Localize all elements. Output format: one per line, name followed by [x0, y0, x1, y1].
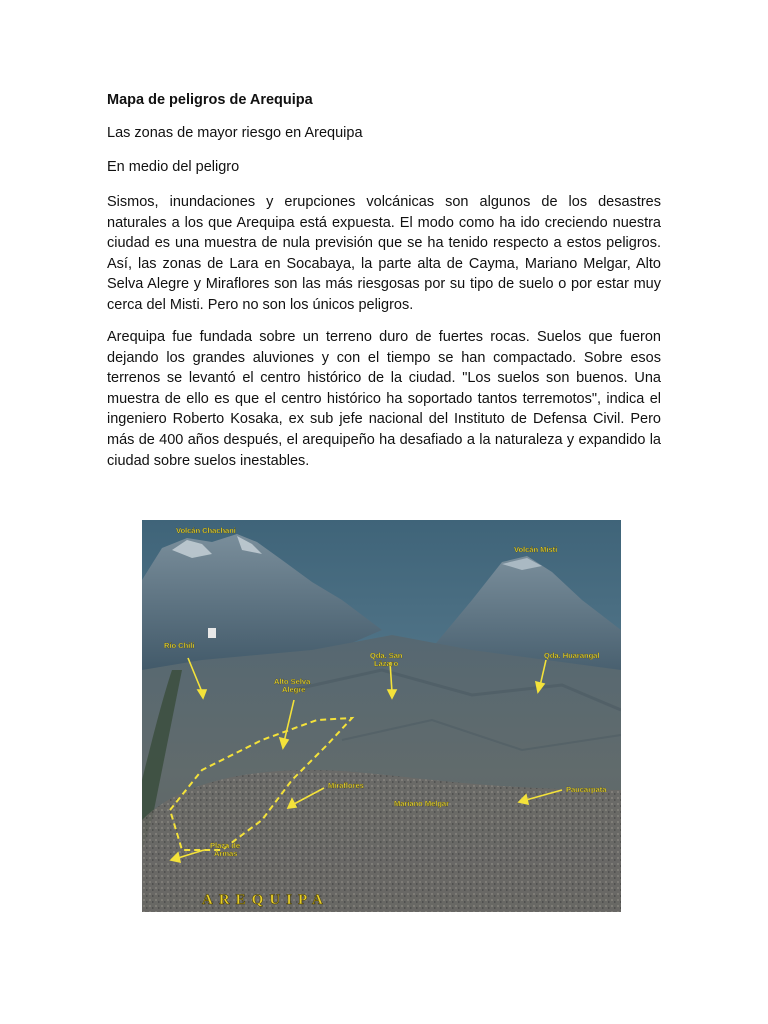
- label-qda-san-lazaro-line2: Lázaro: [374, 659, 399, 668]
- label-qda-san-lazaro-line1: Qda. San: [370, 651, 403, 660]
- label-arequipa: AREQUIPA: [202, 892, 329, 908]
- label-rio-chili: Río Chili: [164, 641, 195, 650]
- label-plaza-de-armas-line1: Plaza de: [210, 841, 241, 850]
- label-paucarpata: Paucarpata: [566, 785, 607, 794]
- label-volcan-chachani: Volcán Chachani: [176, 526, 236, 535]
- label-alto-selva-alegre-line2: Alegre: [282, 685, 306, 694]
- section-heading: En medio del peligro: [107, 159, 240, 175]
- label-plaza-de-armas-line2: Armas: [214, 849, 238, 858]
- label-miraflores: Miraflores: [328, 781, 364, 790]
- white-structure: [208, 628, 216, 638]
- paragraph-1: Sismos, inundaciones y erupciones volcánicas son algunos de los desastres naturales a los que Arequipa está expuesta. El modo como ha ido creciendo nuestra ciudad es una muestra de nula previsión que se ha tenido respecto a estos peligros. Así, las zonas de Lara en Socabaya, la parte alta de Cayma, Mariano Melgar, Alto Selva Alegre y Miraflores son las más riesgosas por su tipo de suelo o por estar muy cerca del Misti. Pero no son los únicos peligros.: [107, 194, 661, 313]
- aerial-photo-arequipa: [142, 520, 621, 912]
- label-qda-huarangal: Qda. Huarangal: [544, 651, 600, 660]
- document-title: Mapa de peligros de Arequipa: [107, 92, 313, 108]
- document-subtitle: Las zonas de mayor riesgo en Arequipa: [107, 125, 363, 141]
- paragraph-2: Arequipa fue fundada sobre un terreno duro de fuertes rocas. Suelos que fueron dejando los grandes aluviones y con el tiempo se han compactado. Sobre esos terrenos se levantó el centro histórico de la ciudad. "Los suelos son buenos. Una muestra de ello es que el centro histórico ha soportado tantos terremotos", indica el ingeniero Roberto Kosaka, ex sub jefe nacional del Instituto de Defensa Civil. Pero más de 400 años después, el arequipeño ha desafiado a la naturaleza y expandido la ciudad sobre suelos inestables.: [107, 329, 661, 469]
- label-alto-selva-alegre-line1: Alto Selva: [274, 677, 311, 686]
- label-mariano-melgar: Mariano Melgar: [394, 799, 450, 808]
- label-volcan-misti: Volcán Misti: [514, 545, 558, 554]
- aerial-photo-svg: [142, 520, 621, 912]
